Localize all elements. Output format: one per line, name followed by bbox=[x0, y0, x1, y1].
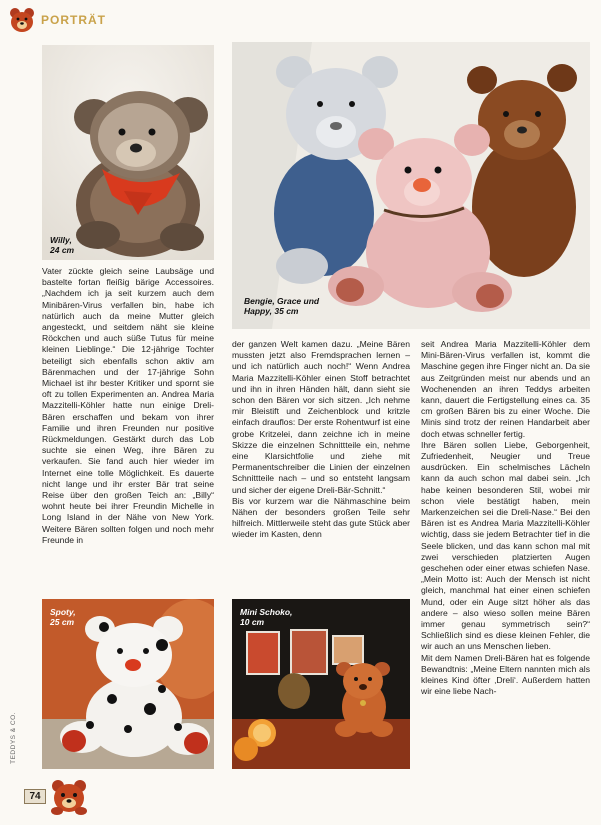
paragraph: Ihre Bären sollen Liebe, Geborgenheit, Zufriedenheit, Neugier und Treue ausdrücken. Ein schelmisches Lächeln kann da auch schon mal dabei sein. „Ich habe keinen besonderen Stil, wobei mir schon viele bestätigt haben, mein Markenzeichen sei die Dreli-Nase.“ Bei den Bären ist es Andrea Maria Mazzitelli-Köhler wichtig, dass sie jedem Betrachter tief in die Seele blicken, und das kann schon mal mit zwei verschieden platzierten Augen geschehen oder einer etwas schiefen Nase. „Mein Motto ist: Auch der Mensch ist nicht gleich, manchmal hat einer einen schiefen Mund, oder ein Auge sitzt höher als das andere – also wieso sollen meine Bären immer genau symmetrisch sein?“ Schließlich sind es diese kleinen Fehler, die wir auch an uns Menschen lieben. bbox=[421, 439, 590, 652]
caption-mini-schoko bbox=[240, 607, 292, 627]
caption-mini-schoko-size: 10 cm bbox=[240, 617, 265, 627]
caption-willy-name: Willy, bbox=[50, 235, 72, 245]
text-column-left bbox=[42, 266, 214, 592]
caption-spoty-size: 25 cm bbox=[50, 617, 75, 627]
paragraph: der ganzen Welt kamen dazu. „Meine Bären mussten jetzt also Fremdsprachen lernen – und ich natürlich auch noch!“ Wenn Andrea Maria Mazzitelli-Köhler einen Stoff betrachtet und ihn in ihren Händen hält, dann sieht sie schon den Bären vor sich sitzen. „Ich nehme mir Bleistift und Zeichenblock und kritzle einfach drauflos: Der erste Rohentwurf ist eine grobe Kritzelei, dann zeichne ich in meine Skizze die einzelnen Schnittteile ein, nehme eine Klarsichtfolie und ziehe mit Permanentschreiber die Linien der einzelnen Schnittteile nach – und so entsteht langsam und sicher der eigene Dreli-Bär-Schnitt.“ bbox=[232, 339, 410, 495]
text-column-middle bbox=[232, 339, 410, 593]
caption-bengie-names: Bengie, Grace und bbox=[244, 296, 320, 306]
paragraph: seit Andrea Maria Mazzitelli-Köhler dem Mini-Bären-Virus verfallen ist, kommt die Maschine gegen ihre Finger nicht an. Da sie aus Zeitgründen meist nur abends und an Wochenenden an ihren Teddys arbeiten kann, dauert die Fertigstellung eines ca. 35 cm großen Bären bis zu einer Woche. Die Minis sind trotz der reinen Handarbeit aber doch etwas schneller fertig. bbox=[421, 339, 590, 439]
page-number: 74 bbox=[24, 789, 46, 804]
section-label: PORTRÄT bbox=[41, 13, 106, 27]
magazine-name: TEDDYS & CO. bbox=[10, 712, 17, 764]
caption-bengie bbox=[244, 296, 319, 316]
photo-willy bbox=[42, 45, 214, 260]
text-column-right bbox=[421, 339, 590, 799]
paragraph: Mit dem Namen Dreli-Bären hat es folgende Bewandtnis: „Meine Eltern nannten mich als kleines Kind öfter ‚Dreli‘. Außerdem hatten wir eine liebe Nach- bbox=[421, 652, 590, 697]
caption-spoty bbox=[50, 607, 76, 627]
paragraph: Vater zückte gleich seine Laubsäge und bastelte fortan fleißig bärige Accessoires. „Nachdem ich ja seit kurzem auch dem Minibären-Virus verfallen bin, habe ich natürlich auch da meine Mutter gleich angesteckt, und seitdem näht sie kleine Röckchen und auch süße Tutus für meine kleinen Lieblinge.“ Die 12-jährige Tochter beteiligt sich ebenfalls schon aktiv am Bärenmachen und der 17-jährige Sohn Michael ist ihr bester Kritiker und spornt sie oft zu tollen Experimenten an. Andrea Maria Mazzitelli-Köhler hatte nun einige Dreli-Bären erschaffen und bekam von ihrer Familie und ihren Freunden nur positive Rückmeldungen. Gestärkt durch das Lob suchte sie einen Weg, ihre Bären zu verkaufen. Sie fand auch hier wieder im Internet eine tolle Möglichkeit. Es dauerte nicht lange und ihr erster Bär trat seine Reise über den großen Teich an: „Billy“ wohnt heute bei ihrer Freundin Michelle in Long Island in der Nähe von New York. Weitere Bären sollten folgen und noch mehr Freunde in bbox=[42, 266, 214, 545]
photo-mini-schoko bbox=[232, 599, 410, 769]
caption-willy-size: 24 cm bbox=[50, 245, 75, 255]
paragraph: Bis vor kurzem war die Nähmaschine beim Nähen der besonders großen Teile sehr hilfreich. Mittlerweile steht das gute Stück aber wieder im Kasten, denn bbox=[232, 495, 410, 540]
caption-mini-schoko-name: Mini Schoko, bbox=[240, 607, 293, 617]
page-header bbox=[8, 6, 106, 34]
caption-bengie-size: Happy, 35 cm bbox=[244, 306, 299, 316]
caption-willy bbox=[50, 235, 74, 255]
caption-spoty-name: Spoty, bbox=[50, 607, 76, 617]
photo-bengie-grace-happy bbox=[232, 42, 590, 329]
photo-spoty bbox=[42, 599, 214, 769]
teddy-logo-icon bbox=[8, 7, 36, 33]
teddy-mascot-icon bbox=[48, 778, 90, 816]
